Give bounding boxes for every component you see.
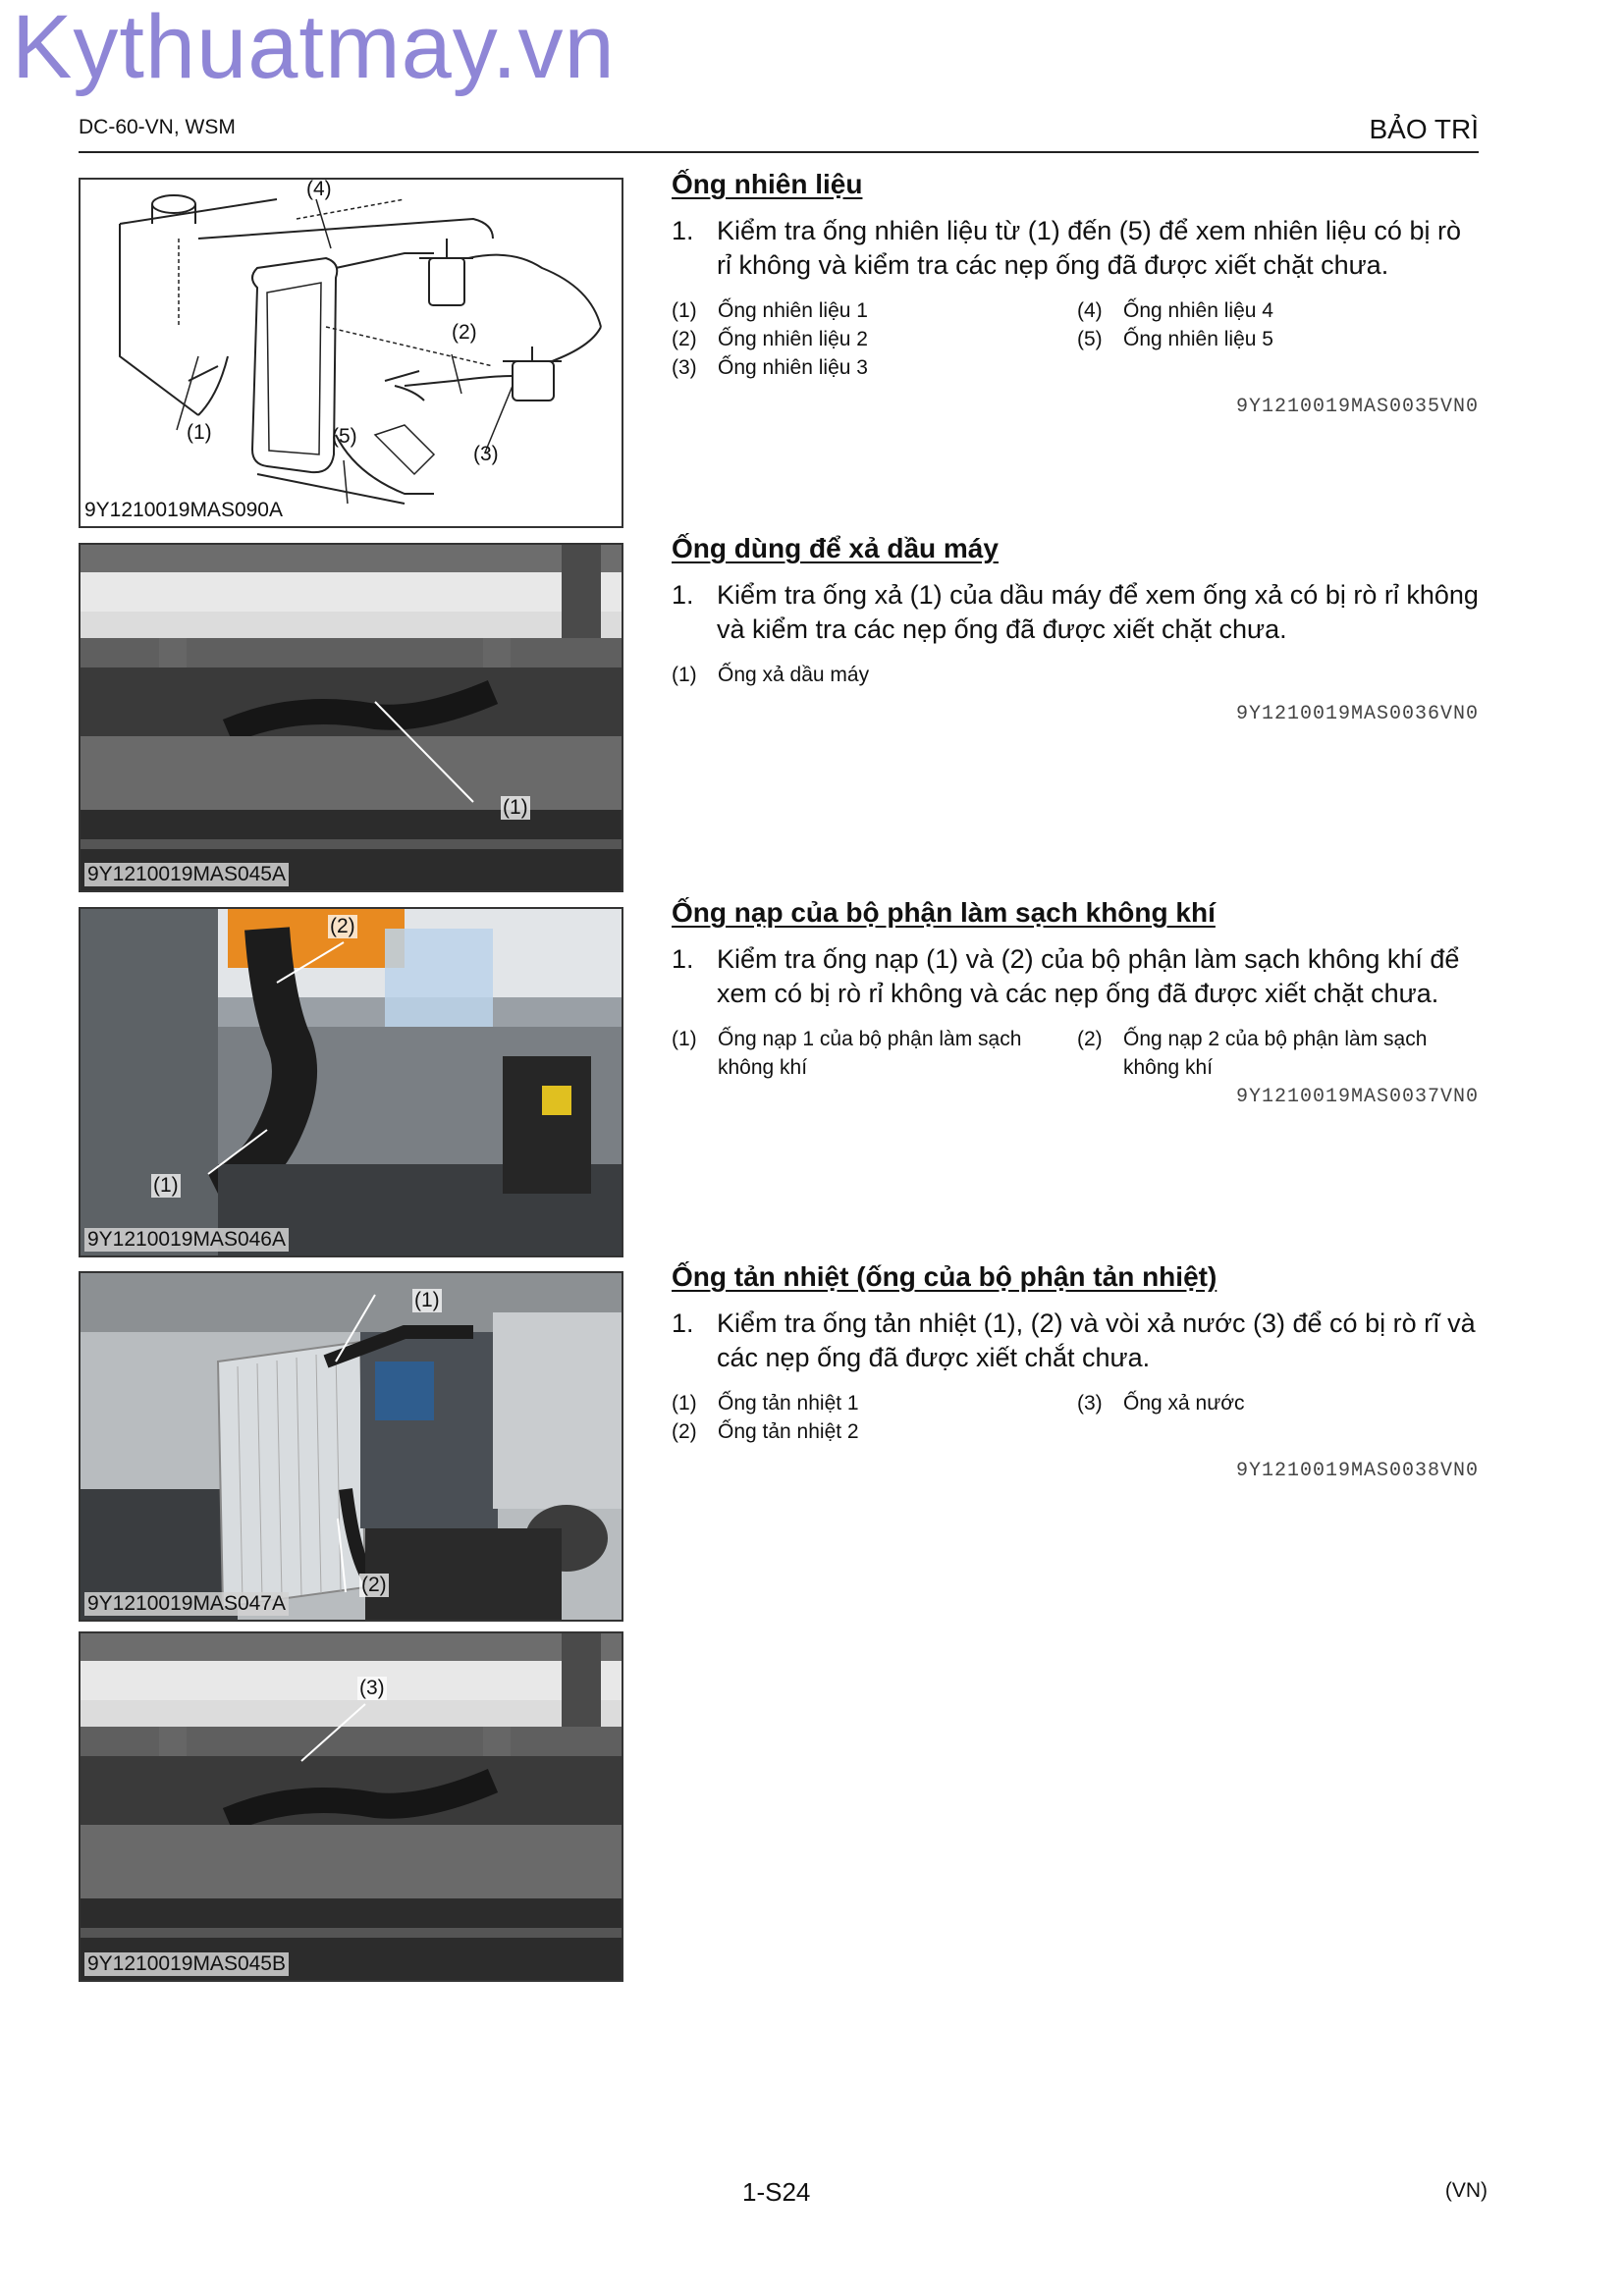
legend-number: (1) xyxy=(672,1028,697,1050)
language-code: (VN) xyxy=(1444,2179,1488,2202)
legend-number: (1) xyxy=(672,664,697,686)
legend-text: Ống nhiên liệu 1 xyxy=(718,299,868,322)
step xyxy=(672,578,1479,647)
section-oil-drain xyxy=(672,533,1479,725)
callout-1: (1) xyxy=(414,1289,440,1311)
step-number: 1. xyxy=(672,580,694,610)
callout-4: (4) xyxy=(306,178,332,200)
section-radiator xyxy=(672,1261,1479,1482)
section-title: Ống dùng để xả dầu máy xyxy=(672,533,999,563)
step xyxy=(672,214,1479,283)
legend-number: (2) xyxy=(672,328,697,350)
legend-item xyxy=(672,1417,1077,1446)
callout-3: (3) xyxy=(473,443,499,465)
figure-id: 9Y1210019MAS047A xyxy=(84,1592,289,1616)
section-air-intake xyxy=(672,897,1479,1108)
legend xyxy=(672,296,1479,382)
legend-number: (5) xyxy=(1077,328,1103,350)
legend-number: (2) xyxy=(1077,1028,1103,1050)
figure-id: 9Y1210019MAS045A xyxy=(84,863,289,886)
legend xyxy=(672,1389,1479,1446)
callout-1: (1) xyxy=(503,796,528,819)
legend-item xyxy=(672,296,1077,325)
callout-2: (2) xyxy=(330,915,355,937)
section-fuel-lines xyxy=(672,169,1479,418)
figure-radiator xyxy=(79,1271,623,1622)
legend-item xyxy=(1077,325,1479,353)
figure-drain-cock xyxy=(79,1631,623,1982)
document-id: DC-60-VN, WSM xyxy=(79,116,236,138)
legend-item xyxy=(672,353,1077,382)
air-intake-photo xyxy=(81,909,623,1257)
section-title: Ống nạp của bộ phận làm sạch không khí xyxy=(672,897,1216,928)
step xyxy=(672,1307,1479,1375)
reference-code: 9Y1210019MAS0036VN0 xyxy=(1235,703,1479,725)
step-text: Kiểm tra ống nạp (1) và (2) của bộ phận làm sạch không khí để xem có bị rò rỉ không và các nẹp ống đã được xiết chặt chưa. xyxy=(717,944,1460,1008)
legend-item xyxy=(672,661,1077,689)
legend-text: Ống nạp 1 của bộ phận làm sạch không khí xyxy=(718,1028,1022,1079)
oil-drain-photo xyxy=(81,545,623,892)
legend-text: Ống nhiên liệu 5 xyxy=(1123,328,1273,350)
figure-id: 9Y1210019MAS090A xyxy=(84,499,283,521)
legend-text: Ống xả dầu máy xyxy=(718,664,870,686)
radiator-photo xyxy=(81,1273,623,1622)
reference-code: 9Y1210019MAS0037VN0 xyxy=(1235,1086,1479,1108)
legend-item xyxy=(672,325,1077,353)
legend-text: Ống tản nhiệt 1 xyxy=(718,1392,859,1415)
legend-number: (4) xyxy=(1077,299,1103,322)
legend-number: (1) xyxy=(672,1392,697,1415)
callout-2: (2) xyxy=(452,321,477,344)
callout-1: (1) xyxy=(153,1174,179,1197)
legend-number: (1) xyxy=(672,299,697,322)
step-text: Kiểm tra ống xả (1) của dầu máy để xem ống xả có bị rò rỉ không và kiểm tra các nẹp ống đã được xiết chặt chưa. xyxy=(717,580,1479,644)
legend xyxy=(672,661,1479,689)
section-title: Ống tản nhiệt (ống của bộ phận tản nhiệt) xyxy=(672,1261,1217,1292)
section-heading: BẢO TRÌ xyxy=(1369,114,1479,144)
reference-code: 9Y1210019MAS0035VN0 xyxy=(1235,396,1479,418)
legend-item xyxy=(1077,1025,1479,1082)
figure-air-intake xyxy=(79,907,623,1257)
step-number: 1. xyxy=(672,216,694,245)
legend-text: Ống tản nhiệt 2 xyxy=(718,1420,859,1443)
callout-1: (1) xyxy=(187,421,212,444)
legend-number: (3) xyxy=(1077,1392,1103,1415)
watermark-logo: Kythuatmay.vn xyxy=(12,0,616,97)
legend-item xyxy=(1077,296,1479,325)
legend-number: (3) xyxy=(672,356,697,379)
step-text: Kiểm tra ống nhiên liệu từ (1) đến (5) để xem nhiên liệu có bị rò rỉ không và kiểm tra các nẹp ống đã được xiết chặt chưa. xyxy=(717,216,1461,280)
legend-text: Ống nạp 2 của bộ phận làm sạch không khí xyxy=(1123,1028,1428,1079)
figure-id: 9Y1210019MAS046A xyxy=(84,1228,289,1252)
legend xyxy=(672,1025,1479,1082)
legend-text: Ống nhiên liệu 4 xyxy=(1123,299,1273,322)
figure-id: 9Y1210019MAS045B xyxy=(84,1952,289,1976)
step-text: Kiểm tra ống tản nhiệt (1), (2) và vòi xả nước (3) để có bị rò rĩ và các nẹp ống đã được xiết chắt chưa. xyxy=(717,1308,1476,1372)
legend-number: (2) xyxy=(672,1420,697,1443)
legend-text: Ống nhiên liệu 3 xyxy=(718,356,868,379)
callout-5: (5) xyxy=(332,425,357,448)
legend-text: Ống xả nước xyxy=(1123,1392,1245,1415)
callout-3: (3) xyxy=(359,1677,385,1699)
figure-fuel-lines xyxy=(79,178,623,528)
header-rule xyxy=(79,151,1479,153)
step-number: 1. xyxy=(672,1308,694,1338)
step xyxy=(672,942,1479,1011)
page-number: 1-S24 xyxy=(742,2177,811,2207)
fuel-lines-drawing xyxy=(81,180,623,528)
drain-cock-photo xyxy=(81,1633,623,1982)
callout-2: (2) xyxy=(361,1574,387,1596)
legend-item xyxy=(672,1389,1077,1417)
reference-code: 9Y1210019MAS0038VN0 xyxy=(1235,1460,1479,1482)
legend-text: Ống nhiên liệu 2 xyxy=(718,328,868,350)
legend-item xyxy=(1077,1389,1479,1417)
section-title: Ống nhiên liệu xyxy=(672,169,863,199)
legend-item xyxy=(672,1025,1077,1082)
figure-oil-drain xyxy=(79,543,623,892)
step-number: 1. xyxy=(672,944,694,974)
